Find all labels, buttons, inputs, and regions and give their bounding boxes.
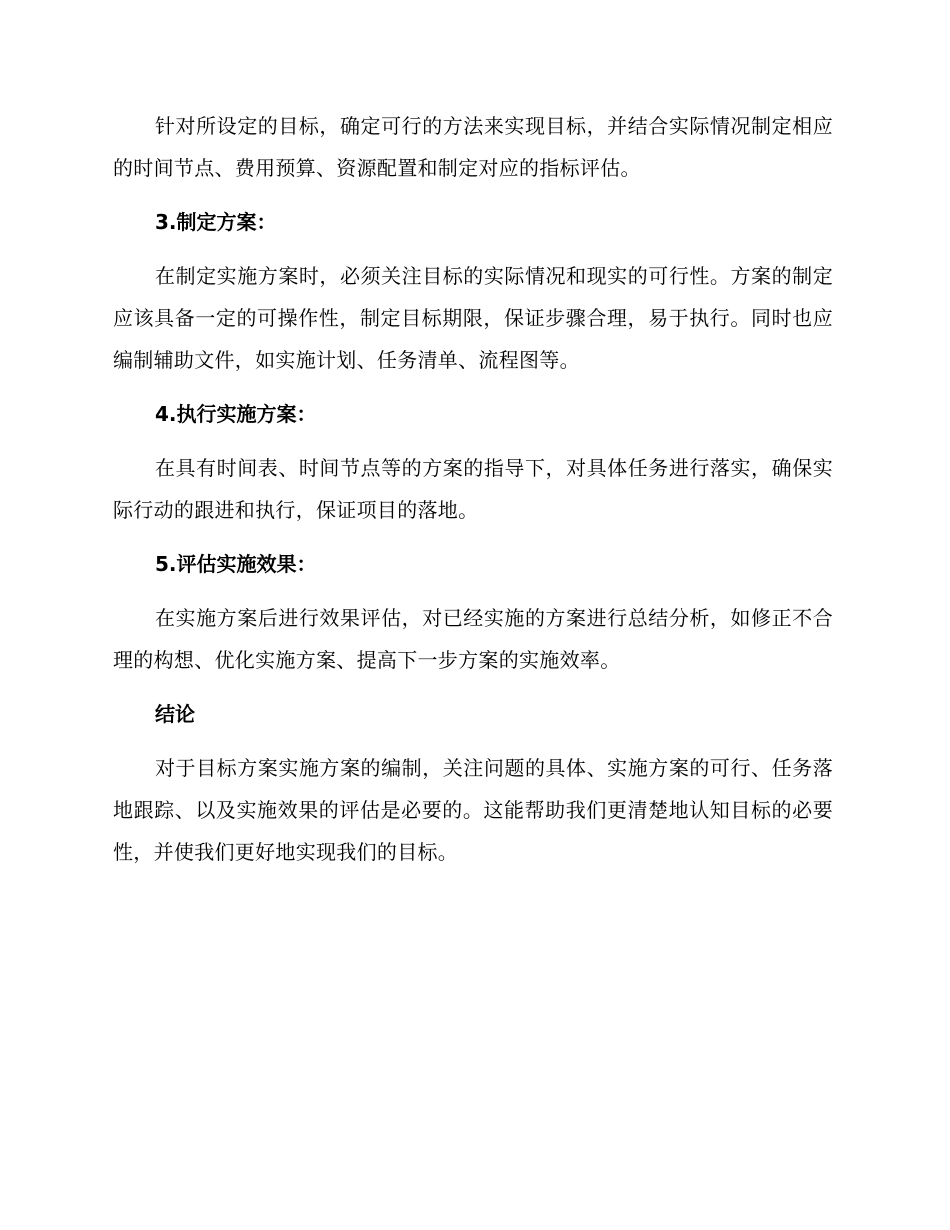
paragraph-gap <box>113 681 833 693</box>
paragraph-section-3: 在制定实施方案时，必须关注目标的实际情况和现实的可行性。方案的制定应该具备一定的可操作性，制定目标期限，保证步骤合理，易于执行。同时也应编制辅助文件，如实施计划、任务清单、流程图等。 <box>113 264 833 372</box>
section-heading-4: 4.执行实施方案： <box>155 402 317 426</box>
paragraph-gap <box>113 735 833 747</box>
document-body <box>113 105 833 873</box>
paragraph-gap <box>113 435 833 447</box>
paragraph-section-4: 在具有时间表、时间节点等的方案的指导下，对具体任务进行落实，确保实际行动的跟进和执行，保证项目的落地。 <box>113 456 833 522</box>
paragraph-gap <box>113 189 833 201</box>
paragraph-gap <box>113 531 833 543</box>
section-heading-5: 5.评估实施效果： <box>155 552 317 576</box>
paragraph-gap <box>113 381 833 393</box>
paragraph-intro: 针对所设定的目标，确定可行的方法来实现目标，并结合实际情况制定相应的时间节点、费用预算、资源配置和制定对应的指标评估。 <box>113 114 833 180</box>
paragraph-gap <box>113 243 833 255</box>
conclusion-heading: 结论 <box>155 702 195 726</box>
paragraph-gap <box>113 585 833 597</box>
paragraph-section-5: 在实施方案后进行效果评估，对已经实施的方案进行总结分析，如修正不合理的构想、优化实施方案、提高下一步方案的实施效率。 <box>113 606 833 672</box>
paragraph-conclusion: 对于目标方案实施方案的编制，关注问题的具体、实施方案的可行、任务落地跟踪、以及实施效果的评估是必要的。这能帮助我们更清楚地认知目标的必要性，并使我们更好地实现我们的目标。 <box>113 756 833 864</box>
section-heading-3: 3.制定方案： <box>155 210 277 234</box>
